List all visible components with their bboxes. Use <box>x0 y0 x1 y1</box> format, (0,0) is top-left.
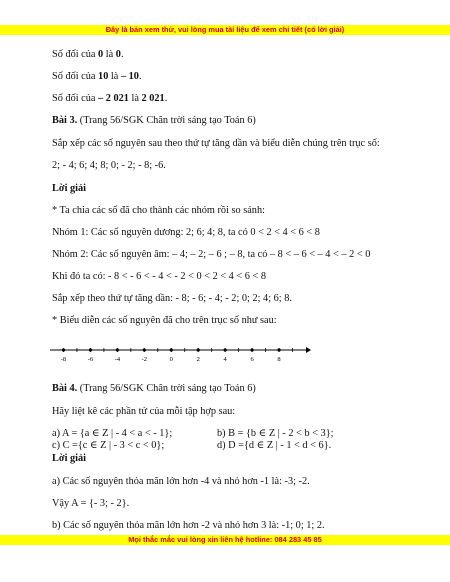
solution-line: a) Các số nguyên thỏa mãn lớn hơn -4 và nhỏ hơn -1 là: -3; -2. <box>52 476 310 487</box>
value: – 2 021 <box>98 93 129 104</box>
value: 10 <box>98 71 109 82</box>
solution-heading: Lời giải <box>52 183 87 194</box>
preview-banner-text: Đây là bản xem thử, vui lòng mua tài liệu để xem chi tiết (có lời giải) <box>105 25 345 34</box>
set-definition-row <box>52 439 332 452</box>
exercise-title: Bài 3. <box>52 115 78 126</box>
solution-line: Nhóm 1: Các số nguyên dương: 2; 6; 4; 8, ta có 0 < 2 < 4 < 6 < 8 <box>52 227 320 238</box>
number-point <box>143 348 146 351</box>
number-point <box>170 348 173 351</box>
number-point <box>116 348 119 351</box>
value: 2 021 <box>141 93 165 104</box>
solution-line: * Ta chia các số đã cho thành các nhóm rồi so sánh: <box>52 205 265 216</box>
set-b: b) B = {b ∈ Z | - 2 < b < 3}; <box>217 428 334 439</box>
exercise-title: Bài 4. <box>52 383 78 394</box>
text: là <box>128 93 142 104</box>
text: . <box>164 93 168 104</box>
exercise-source: (Trang 56/SGK Chân trời sáng tạo Toán 6) <box>77 383 256 394</box>
value: 0 <box>98 49 104 60</box>
exercise-4-heading <box>52 382 256 395</box>
opposite-line-1 <box>52 48 124 61</box>
set-c: c) C ={c ∈ Z | - 3 < c < 0}; <box>52 440 165 451</box>
text: là <box>108 71 121 82</box>
tick-label: 2 <box>196 356 200 363</box>
number-line <box>48 344 314 375</box>
hotline-banner-text: Mọi thắc mắc vui lòng xin liên hệ hotline: 084 283 45 85 <box>128 535 322 544</box>
number-point <box>224 348 227 351</box>
opposite-line-2 <box>52 70 142 83</box>
tick-label: 4 <box>223 356 227 363</box>
solution-line: Vậy A = {- 3; - 2}. <box>52 498 130 509</box>
text: . <box>120 49 124 60</box>
set-a: a) A = {a ∈ Z | - 4 < a < - 1}; <box>52 428 173 439</box>
number-point <box>62 348 65 351</box>
axis-arrow <box>306 347 311 353</box>
text: Số đối của <box>52 93 99 104</box>
text: . <box>138 71 142 82</box>
tick-label: -6 <box>87 356 94 363</box>
tick-label: -8 <box>60 356 67 363</box>
tick-label: 6 <box>250 356 254 363</box>
exercise-3-question: Sắp xếp các số nguyên sau theo thứ tự tăng dần và biểu diễn chúng trên trục số: <box>52 138 380 149</box>
solution-line: Khi đó ta có: - 8 < - 6 < - 4 < - 2 < 0 < 2 < 4 < 6 < 8 <box>52 271 267 282</box>
tick-label: 8 <box>277 356 281 363</box>
text: Số đối của <box>52 71 99 82</box>
set-d: d) D ={d ∈ Z | - 1 < d < 6}. <box>217 440 332 451</box>
number-point <box>89 348 92 351</box>
value: 0 <box>115 49 121 60</box>
solution-line: Sắp xếp theo thứ tự tăng dần: - 8; - 6; - 4; - 2; 0; 2; 4; 6; 8. <box>52 293 292 304</box>
number-point <box>251 348 254 351</box>
preview-banner <box>0 25 450 35</box>
text: là <box>103 49 116 60</box>
exercise-3-numbers: 2; - 4; 6; 4; 8; 0; - 2; - 8; -6. <box>52 160 166 171</box>
exercise-4-question: Hãy liệt kê các phần tử của mỗi tập hợp sau: <box>52 406 236 417</box>
number-point <box>277 348 280 351</box>
exercise-source: (Trang 56/SGK Chân trời sáng tạo Toán 6) <box>77 115 256 126</box>
number-line-svg <box>48 344 314 370</box>
solution-line: * Biểu diễn các số nguyên đã cho trên trục số như sau: <box>52 315 277 326</box>
tick-label: -4 <box>114 356 121 363</box>
tick-label: 0 <box>169 356 173 363</box>
hotline-banner <box>0 535 450 545</box>
number-point <box>197 348 200 351</box>
text: Số đối của <box>52 49 99 60</box>
value: – 10 <box>120 71 139 82</box>
solution-line: Nhóm 2: Các số nguyên âm: – 4; – 2; – 6 ; – 8, ta có – 8 < – 6 < – 4 < – 2 < 0 <box>52 249 371 260</box>
exercise-3-heading <box>52 114 256 127</box>
opposite-line-3 <box>52 92 167 105</box>
tick-label: -2 <box>141 356 148 363</box>
solution-line: b) Các số nguyên thỏa mãn lớn hơn -2 và nhỏ hơn 3 là: -1; 0; 1; 2. <box>52 520 325 531</box>
solution-heading: Lời giải <box>52 453 87 464</box>
